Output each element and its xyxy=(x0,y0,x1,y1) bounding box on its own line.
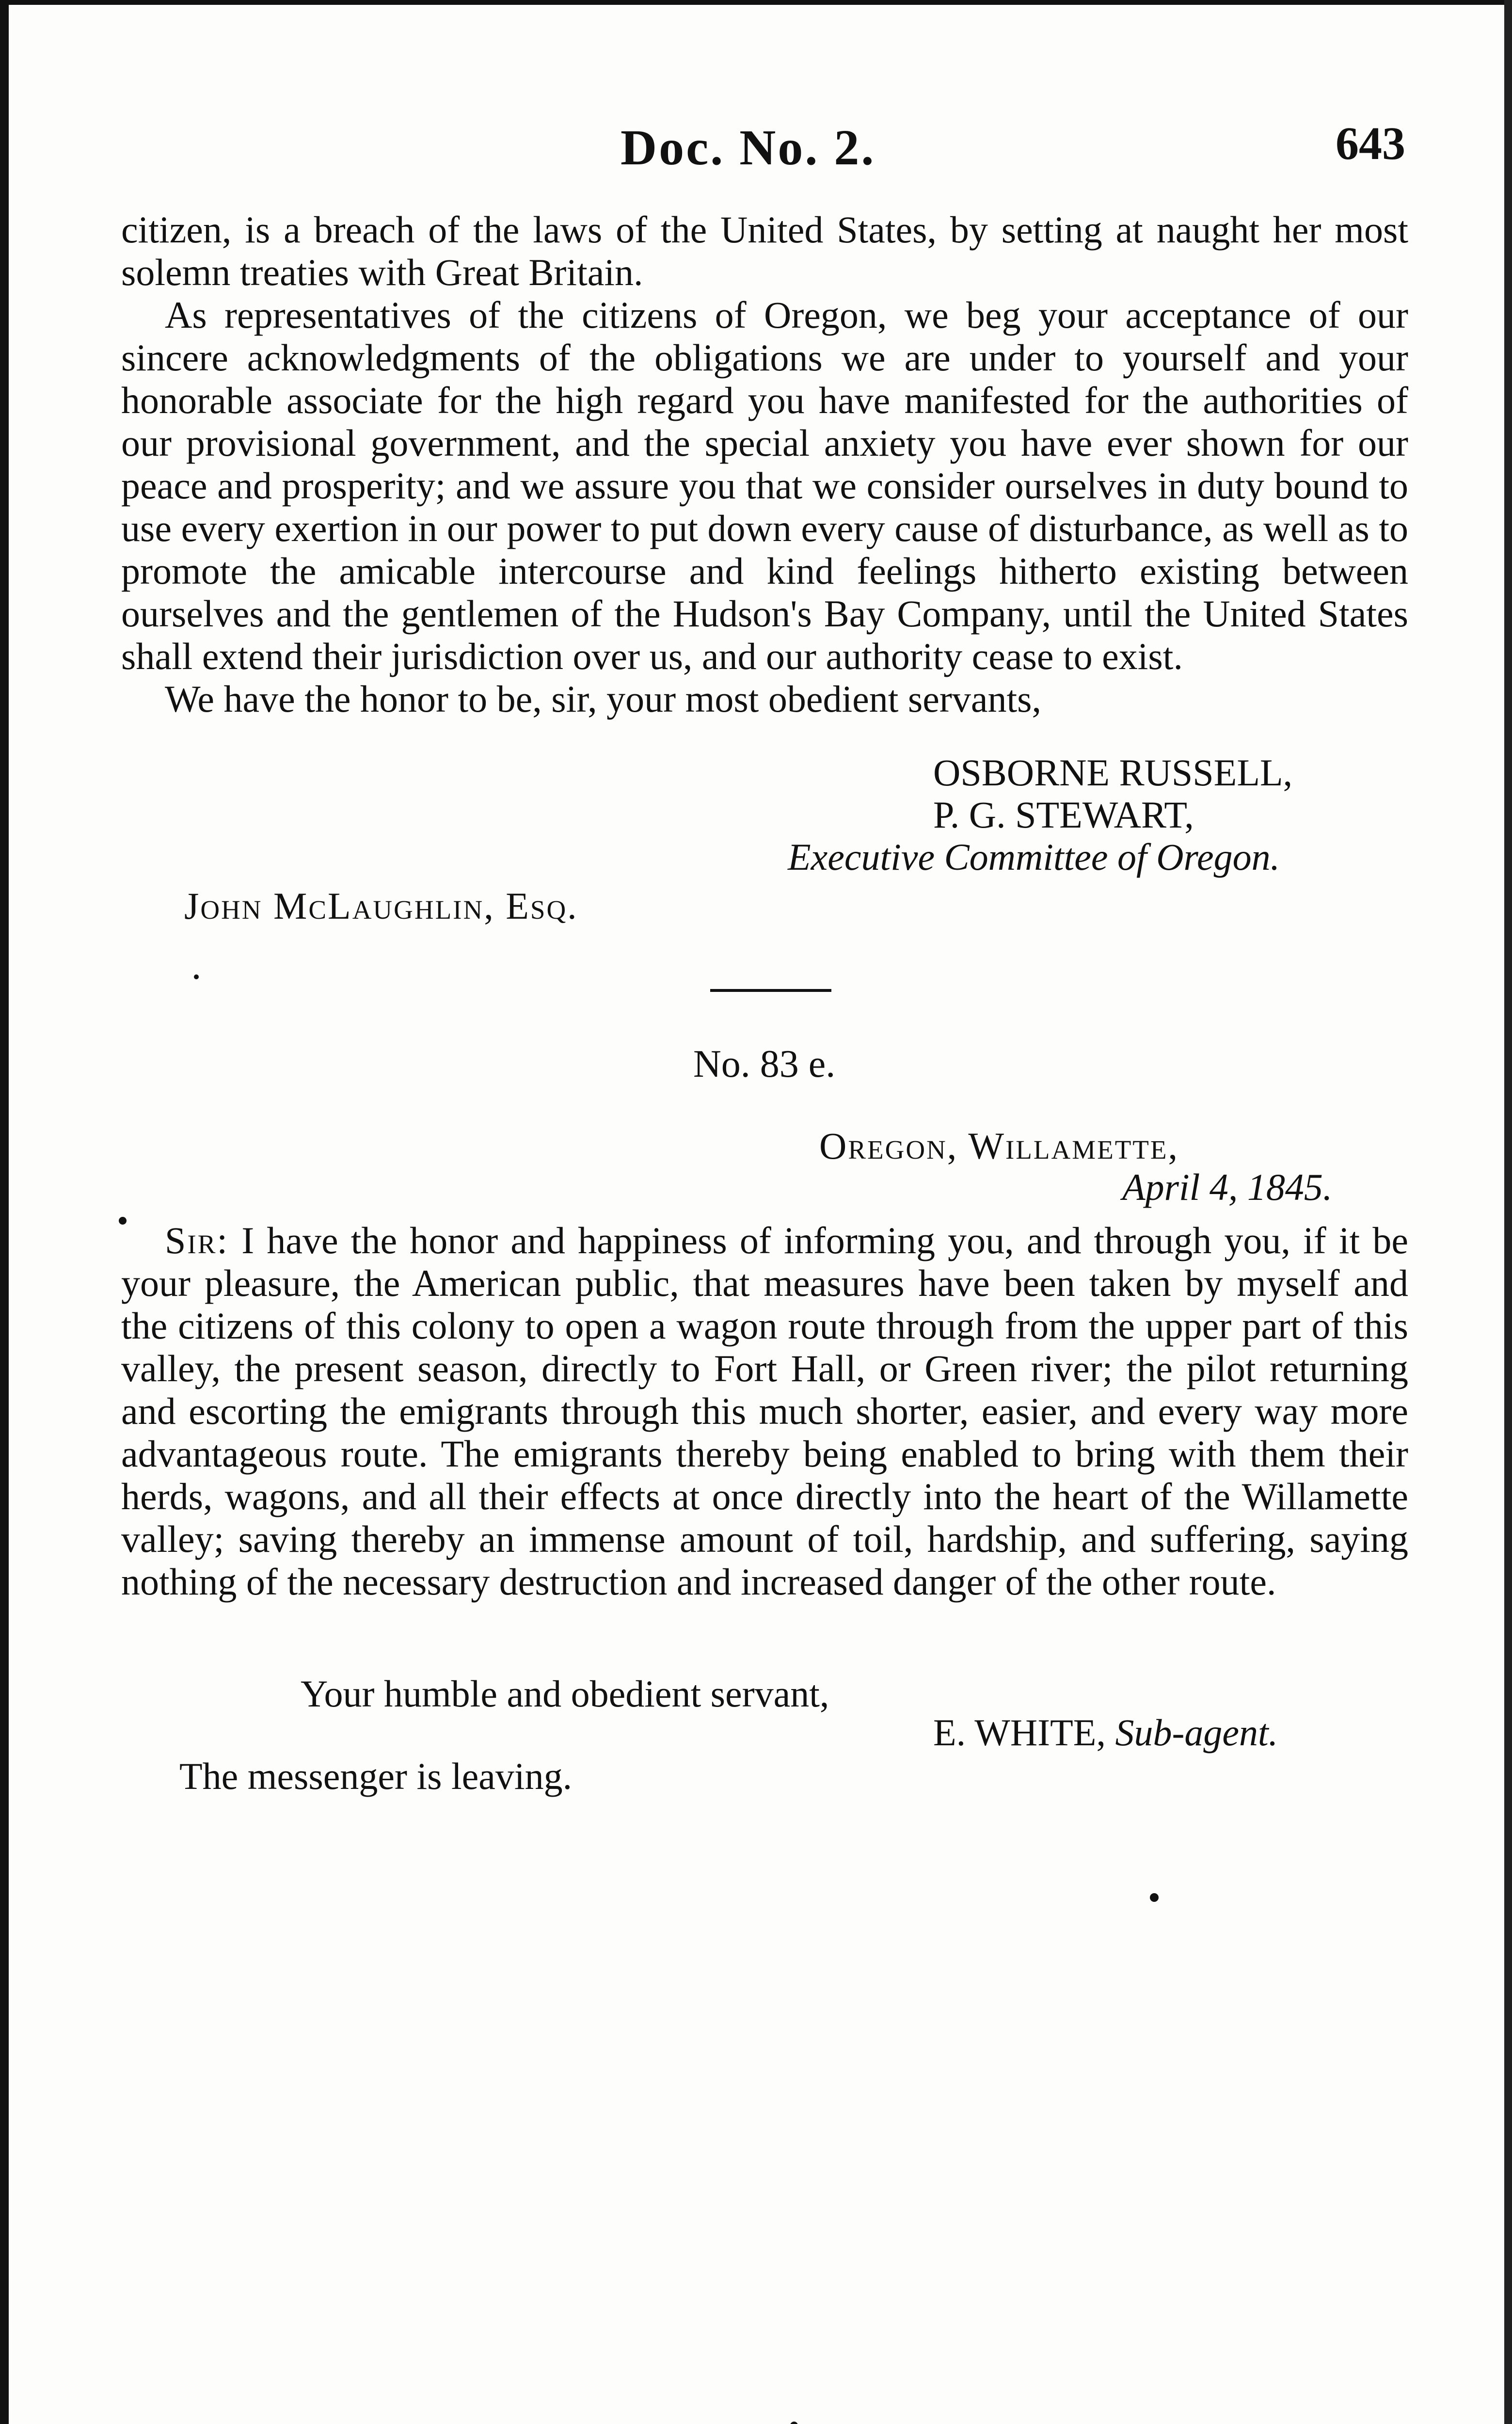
page-number: 643 xyxy=(1336,117,1405,169)
letter2-signer: E. WHITE, xyxy=(933,1711,1106,1754)
letter2-date: April 4, 1845. xyxy=(1122,1166,1333,1208)
scan-speck xyxy=(194,974,199,979)
scan-edge-left xyxy=(0,0,9,2424)
section-divider xyxy=(710,989,831,992)
scan-speck xyxy=(790,2422,798,2424)
letter2-number: No. 83 e. xyxy=(693,1043,836,1085)
letter2-paragraph xyxy=(121,1219,1408,1603)
scan-speck xyxy=(119,1217,127,1225)
letter1-body xyxy=(121,208,1408,720)
letter2-salutation: Sir: xyxy=(165,1219,229,1261)
scan-edge-right xyxy=(1504,0,1512,2424)
letter2-signer-title: Sub-agent. xyxy=(1115,1711,1278,1754)
letter2-body: I have the honor and happiness of informing you, and through you, if it be your pleasure, the American public, that measures have been taken by myself and the citizens of this colony to open a wagon route through from the upper part of this valley, the present season, directly to Fort Hall, or Green river; the pilot returning and escorting the emigrants through this much shorter, easier, and every way more advantageous route. The emigrants thereby being enabled to bring with them their herds, wagons, and all their effects at once directly into the heart of the Willamette valley; saving thereby an immense amount of toil, hardship, and suffering, saying nothing of the necessary destruction and increased danger of the other route. xyxy=(121,1219,1409,1603)
letter2-postscript: The messenger is leaving. xyxy=(179,1755,573,1797)
scan-edge-top xyxy=(0,0,1512,5)
letter2-closing: Your humble and obedient servant, xyxy=(301,1673,829,1715)
scan-speck xyxy=(1150,1893,1159,1902)
letter1-paragraph-3: We have the honor to be, sir, your most obedient servants, xyxy=(165,678,1042,720)
letter1-signer-2: P. G. STEWART, xyxy=(933,794,1194,836)
letter1-signer-title: Executive Committee of Oregon. xyxy=(788,836,1280,878)
letter2-signature xyxy=(933,1711,1278,1754)
letter2-place: Oregon, Willamette, xyxy=(819,1125,1179,1167)
letter1-paragraph-2: As representatives of the citizens of Oregon, we beg your acceptance of our sincere acknowledgments of the obligations we are under to yourself and your honorable associate for the high regard you have manifested for the authorities of our provisional government, and the special anxiety you have ever shown for our peace and prosperity; and we assure you that we consider ourselves in duty bound to use every exertion in our power to put down every cause of disturbance, as well as to promote the amicable intercourse and kind feelings hitherto existing between ourselves and the gentlemen of the Hudson's Bay Company, until the United States shall extend their jurisdiction over us, and our authority cease to exist. xyxy=(121,294,1408,677)
running-header: Doc. No. 2. xyxy=(621,120,876,175)
letter2-body-block xyxy=(121,1219,1408,1603)
letter1-paragraph-1: citizen, is a breach of the laws of the United States, by setting at naught her most solemn treaties with Great Britain. xyxy=(121,208,1408,293)
letter1-signer-1: OSBORNE RUSSELL, xyxy=(933,751,1293,794)
letter1-addressee: John McLaughlin, Esq. xyxy=(184,885,578,927)
